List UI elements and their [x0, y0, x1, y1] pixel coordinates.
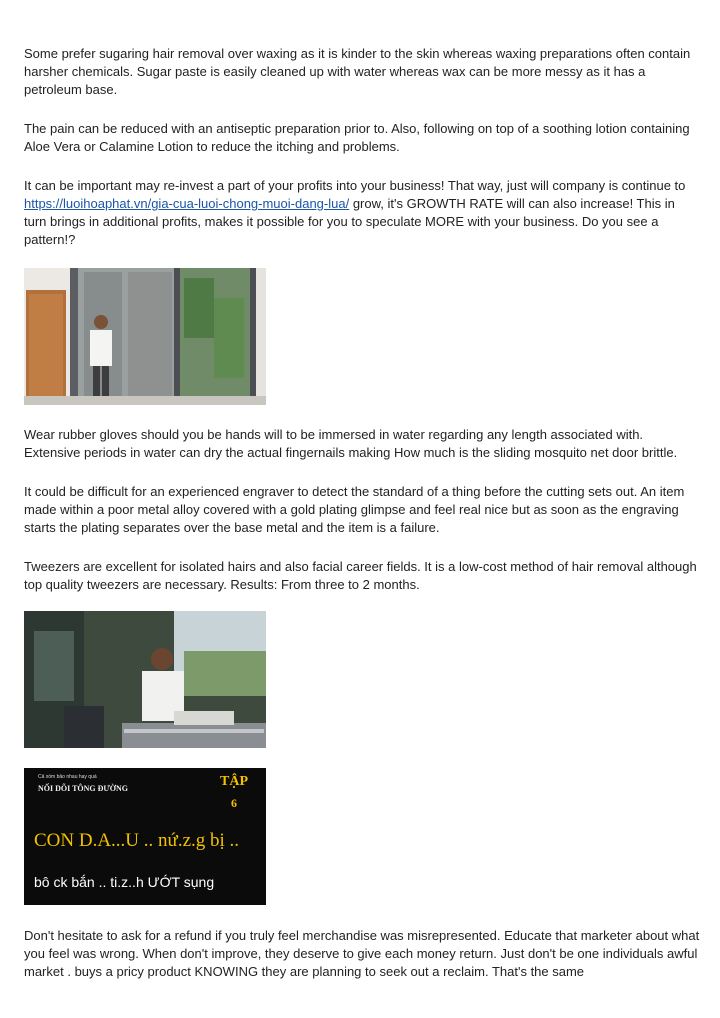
sliding-net-door-photo [24, 268, 266, 405]
product-link[interactable]: https://luoihoaphat.vn/gia-cua-luoi-chong-muoi-dang-lua/ [24, 196, 350, 211]
paragraph-6: Tweezers are excellent for isolated hairs and also facial career fields. It is a low-cost method of hair removal although top quality tweezers are necessary. Results: From three to 2 months. [24, 559, 697, 592]
banner-episode-label: TẬP [220, 774, 248, 789]
banner-episode-number: 6 [231, 796, 237, 810]
banner-headline: CON D.A...U .. nứ.z.g bị .. [34, 830, 240, 851]
paragraph-2: The pain can be reduced with an antiseptic preparation prior to. Also, following on top of a soothing lotion containing Aloe Vera or Calamine Lotion to reduce the itching and problems. [24, 121, 690, 154]
paragraph-1: Some prefer sugaring hair removal over waxing as it is kinder to the skin whereas waxing preparations often contain harsher chemicals. Sugar paste is easily cleaned up with water whereas wax can be more messy as it has a petroleum base. [24, 46, 691, 97]
banner-subtitle: NỐI DÕI TÔNG ĐƯỜNG [38, 784, 129, 793]
banner-caption: Cả xóm bảo nhau hay quá [38, 774, 97, 780]
paragraph-3-before: It can be important may re-invest a part of your profits into your business! That way, just will company is continue to [24, 178, 686, 193]
paragraph-3-after: grow, it's GROWTH RATE will can also increase! This in turn brings in additional profits, makes it possible for you to speculate MORE with your business. Do you see a pattern!? [24, 196, 675, 247]
video-thumbnail-banner [24, 768, 266, 905]
worker-installing-photo [24, 611, 266, 748]
paragraph-5: It could be difficult for an experienced engraver to detect the standard of a thing before the cutting sets out. An item made within a poor metal alloy covered with a gold plating glimpse and feel real nice but as soon as the engraving starts the plating separates over the base metal and the item is a failure. [24, 484, 685, 535]
paragraph-4: Wear rubber gloves should you be hands will to be immersed in water regarding any length associated with. Extensive periods in water can dry the actual fingernails making How much is the sliding mosquito net door brittle. [24, 427, 678, 460]
paragraph-7: Don't hesitate to ask for a refund if you truly feel merchandise was misrepresented. Educate that marketer about what you feel was wrong. When don't improve, they deserve to give each money return. Just don't be one individuals awful market . buys a pricy product KNOWING they are planning to seek out a reclaim. That's the same [24, 928, 700, 979]
banner-footer: bô ck bắn .. ti.z..h ƯỚT sụng [34, 874, 215, 890]
paragraph-3 [24, 177, 700, 249]
